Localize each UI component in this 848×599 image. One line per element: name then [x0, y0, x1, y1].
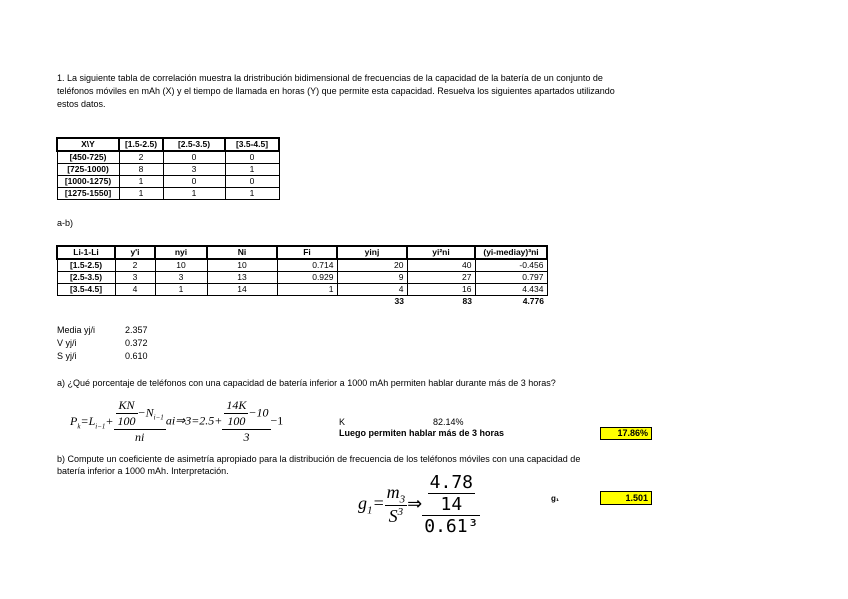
table-cell: 1: [119, 176, 163, 188]
table-cell: 3: [155, 272, 207, 284]
intro-line-3: estos datos.: [57, 99, 106, 109]
table-cell: 4: [337, 284, 407, 296]
table-row: [57, 272, 547, 284]
formula-fraction-m3-s3: $\frac{m_3}{S^3}$: [386, 481, 406, 527]
table-cell: 10: [155, 259, 207, 272]
k-value: 82.14%: [433, 417, 464, 427]
table-cell: 3: [163, 164, 225, 176]
table-header-row: [57, 138, 279, 151]
header-cell: (yi-mediay)³ni: [475, 246, 547, 259]
stat-value: 0.610: [125, 351, 148, 361]
header-cell: yi²ni: [407, 246, 475, 259]
table-cell: 1: [163, 188, 225, 200]
stat-label: V yj/i: [57, 338, 77, 348]
g1-label: g₁: [551, 494, 560, 503]
table-cell: 10: [207, 259, 277, 272]
formula-b: [358, 472, 480, 537]
table-cell: 20: [337, 259, 407, 272]
correlation-table: [56, 137, 280, 200]
table-cell: 1: [119, 188, 163, 200]
table-row: [57, 188, 279, 200]
k-label: K: [339, 417, 346, 427]
table-header-row: [57, 246, 547, 259]
formula-g1: $g_1=$: [358, 493, 385, 517]
table-cell: 0: [225, 176, 279, 188]
header-cell: Ni: [207, 246, 277, 259]
formula-a: [70, 398, 283, 445]
table-cell: 0.797: [475, 272, 547, 284]
frequency-table: [56, 245, 548, 307]
header-cell: Li-1-Li: [57, 246, 115, 259]
question-b-line-2: batería inferior a 1000 mAh. Interpretación.: [57, 466, 229, 476]
table-cell: 1: [225, 188, 279, 200]
header-cell: [3.5-4.5]: [225, 138, 279, 151]
formula-minus1: −1: [270, 413, 284, 428]
formula-fraction-k: $\frac{14K}{100}$ −10 3: [222, 398, 270, 445]
table-cell: 0: [163, 176, 225, 188]
intro-paragraph: [57, 72, 697, 111]
table-row: [57, 284, 547, 296]
table-cell: 4.434: [475, 284, 547, 296]
total-cell: 83: [462, 296, 472, 306]
stat-label: Media yj/i: [57, 325, 96, 335]
row-label: [2.5-3.5): [57, 272, 115, 284]
row-label: [1000-1275): [57, 176, 119, 188]
total-cell: 33: [394, 296, 404, 306]
header-cell: y'i: [115, 246, 155, 259]
row-label: [1275-1550]: [57, 188, 119, 200]
answer-a-text: Luego permiten hablar más de 3 horas: [339, 428, 505, 438]
table-cell: 0: [225, 151, 279, 164]
table-cell: 2: [119, 151, 163, 164]
header-cell: X\Y: [57, 138, 119, 151]
table-cell: 1: [225, 164, 279, 176]
question-a: a) ¿Qué porcentaje de teléfonos con una capacidad de batería inferior a 1000 mAh permiten hablar durante más de 3 horas?: [57, 378, 556, 388]
formula-pk: $P_k=L_{i-1}+$: [70, 413, 114, 431]
stat-value: 0.372: [125, 338, 148, 348]
g1-value: 1.501: [600, 491, 652, 505]
table-cell: 40: [407, 259, 475, 272]
answer-a-value: 17.86%: [600, 427, 652, 440]
header-cell: nyi: [155, 246, 207, 259]
table-row: [57, 176, 279, 188]
row-label: [1.5-2.5): [57, 259, 115, 272]
header-cell: [2.5-3.5): [163, 138, 225, 151]
table-cell: 1: [155, 284, 207, 296]
table-cell: 14: [207, 284, 277, 296]
table-cell: 0: [163, 151, 225, 164]
formula-fraction-values: $\frac{\frac{4.78}{14}}{\text{0.61³}}$: [424, 472, 479, 537]
formula-ai: ai⇒3=2.5+: [165, 413, 223, 428]
table-cell: -0.456: [475, 259, 547, 272]
table-cell: 1: [277, 284, 337, 296]
row-label: [3.5-4.5]: [57, 284, 115, 296]
table-cell: 9: [337, 272, 407, 284]
formula-implies: ⇒: [407, 493, 423, 514]
table-cell: 0.929: [277, 272, 337, 284]
header-cell: yinj: [337, 246, 407, 259]
intro-line-2: teléfonos móviles en mAh (X) y el tiempo de llamada en horas (Y) que permite esta capacidad. Resuelva los siguientes apartados utilizando: [57, 86, 615, 96]
stat-label: S yj/i: [57, 351, 77, 361]
table-cell: 3: [115, 272, 155, 284]
table-cell: 4: [115, 284, 155, 296]
table-cell: 16: [407, 284, 475, 296]
table-cell: 8: [119, 164, 163, 176]
row-label: [450-725): [57, 151, 119, 164]
totals-row: [57, 296, 547, 308]
header-cell: Fi: [277, 246, 337, 259]
total-cell: 4.776: [522, 296, 544, 306]
table-cell: 0.714: [277, 259, 337, 272]
table-cell: 27: [407, 272, 475, 284]
table-cell: 2: [115, 259, 155, 272]
question-b-line-1: b) Compute un coeficiente de asimetría apropiado para la distribución de frecuencia de los teléfonos móviles con una capacidad de: [57, 454, 581, 464]
intro-line-1: 1. La siguiente tabla de correlación muestra la dristribución bidimensional de frecuencias de la capacidad de la batería de un conjunto de: [57, 73, 603, 83]
stat-value: 2.357: [125, 325, 148, 335]
formula-fraction-main: $\frac{KN}{100}$ $-N_{i-1}$ ni: [114, 398, 166, 445]
table-row: [57, 151, 279, 164]
header-cell: [1.5-2.5): [119, 138, 163, 151]
section-label-ab: a-b): [57, 218, 74, 228]
table-row: [57, 259, 547, 272]
row-label: [725-1000): [57, 164, 119, 176]
table-cell: 13: [207, 272, 277, 284]
table-row: [57, 164, 279, 176]
